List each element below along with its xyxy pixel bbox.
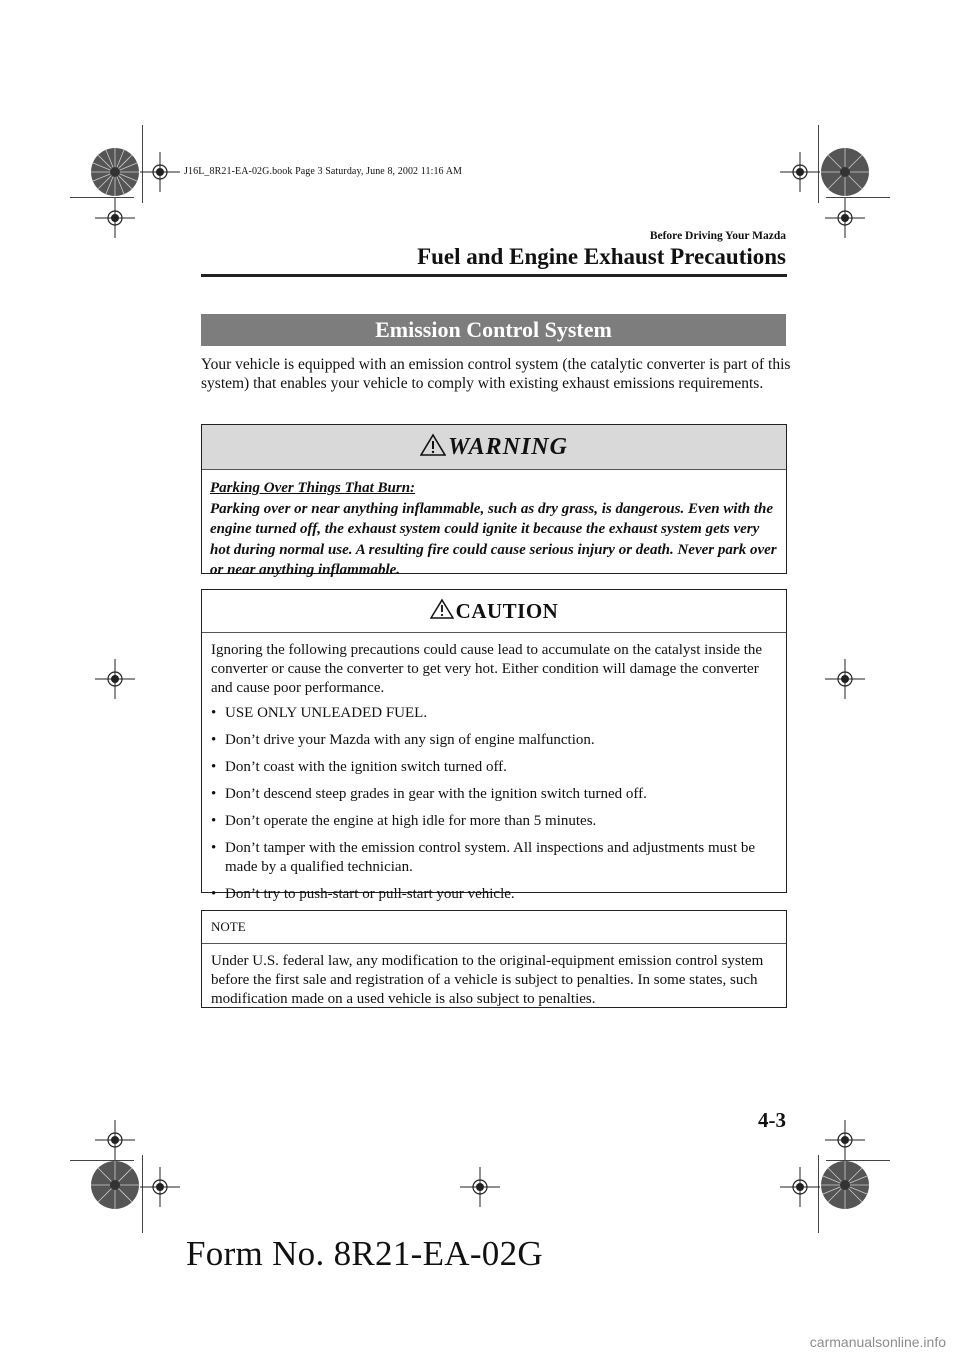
list-item: • USE ONLY UNLEADED FUEL. — [211, 704, 778, 723]
crosshair-icon — [460, 1167, 500, 1207]
registration-wheel-icon — [819, 1159, 871, 1211]
list-item: • Don’t descend steep grades in gear with the ignition switch turned off. — [211, 785, 778, 804]
warning-triangle-icon — [420, 433, 446, 462]
page-number: 4-3 — [758, 1108, 786, 1132]
list-item: • Don’t try to push-start or pull-start your vehicle. — [211, 885, 778, 904]
note-box — [201, 910, 787, 1008]
warning-box — [201, 424, 787, 578]
crosshair-icon — [825, 198, 865, 238]
list-item: • Don’t tamper with the emission control system. All inspections and adjustments must be made by a qualified technician. — [211, 839, 778, 877]
warning-body — [202, 470, 786, 581]
warning-label: WARNING — [448, 433, 568, 460]
intro-paragraph: Your vehicle is equipped with an emission control system (the catalytic converter is part of this system) that enables your vehicle to comply with existing exhaust emissions requirements. — [201, 356, 791, 392]
warning-subtitle: Parking Over Things That Burn: — [210, 480, 416, 496]
caution-list — [211, 704, 778, 904]
form-number: Form No. 8R21-EA-02G — [186, 1234, 543, 1273]
crosshair-icon — [140, 1167, 180, 1207]
warning-header — [202, 425, 786, 470]
caution-label: CAUTION — [455, 598, 559, 623]
caution-intro: Ignoring the following precautions could cause lead to accumulate on the catalyst inside the converter or cause the converter to get very hot. Either condition will damage the converter and cause poor performance. — [211, 642, 763, 696]
crosshair-icon — [825, 1120, 865, 1160]
section-heading-text: Emission Control System — [375, 317, 612, 342]
chapter-heading: Before Driving Your Mazda — [649, 230, 786, 242]
registration-wheel-icon — [89, 146, 141, 198]
list-item: • Don’t drive your Mazda with any sign of engine malfunction. — [211, 731, 778, 750]
note-label: NOTE — [202, 911, 786, 944]
note-text: Under U.S. federal law, any modification to the original-equipment emission control system before the first sale and registration of a vehicle is subject to penalties. In some states, such modification made on a used vehicle is also subject to penalties. — [211, 953, 764, 1007]
book-file-info: J16L_8R21-EA-02G.book Page 3 Saturday, June 8, 2002 11:16 AM — [184, 166, 463, 177]
caution-body — [202, 633, 786, 904]
caution-box — [201, 589, 787, 902]
crosshair-icon — [95, 659, 135, 699]
list-item: • Don’t operate the engine at high idle for more than 5 minutes. — [211, 812, 778, 831]
registration-wheel-icon — [89, 1159, 141, 1211]
crosshair-icon — [780, 1167, 820, 1207]
crosshair-icon — [95, 1120, 135, 1160]
registration-wheel-icon — [819, 146, 871, 198]
warning-text: Parking over or near anything inflammable, such as dry grass, is dangerous. Even with the engine turned off, the exhaust system could ignite it because the exhaust system gets very hot during normal use. A resulting fire could cause serious injury or death. Never park over or near anything inflammable. — [210, 500, 777, 578]
page-title: Fuel and Engine Exhaust Precautions — [417, 244, 786, 269]
caution-header — [202, 590, 786, 633]
crosshair-icon — [825, 659, 865, 699]
section-heading — [201, 314, 786, 346]
crosshair-icon — [140, 152, 180, 192]
title-rule — [201, 274, 787, 277]
crosshair-icon — [780, 152, 820, 192]
crosshair-icon — [95, 198, 135, 238]
list-item: • Don’t coast with the ignition switch turned off. — [211, 758, 778, 777]
caution-triangle-icon — [430, 598, 454, 625]
site-watermark: carmanualsonline.info — [809, 1334, 946, 1350]
